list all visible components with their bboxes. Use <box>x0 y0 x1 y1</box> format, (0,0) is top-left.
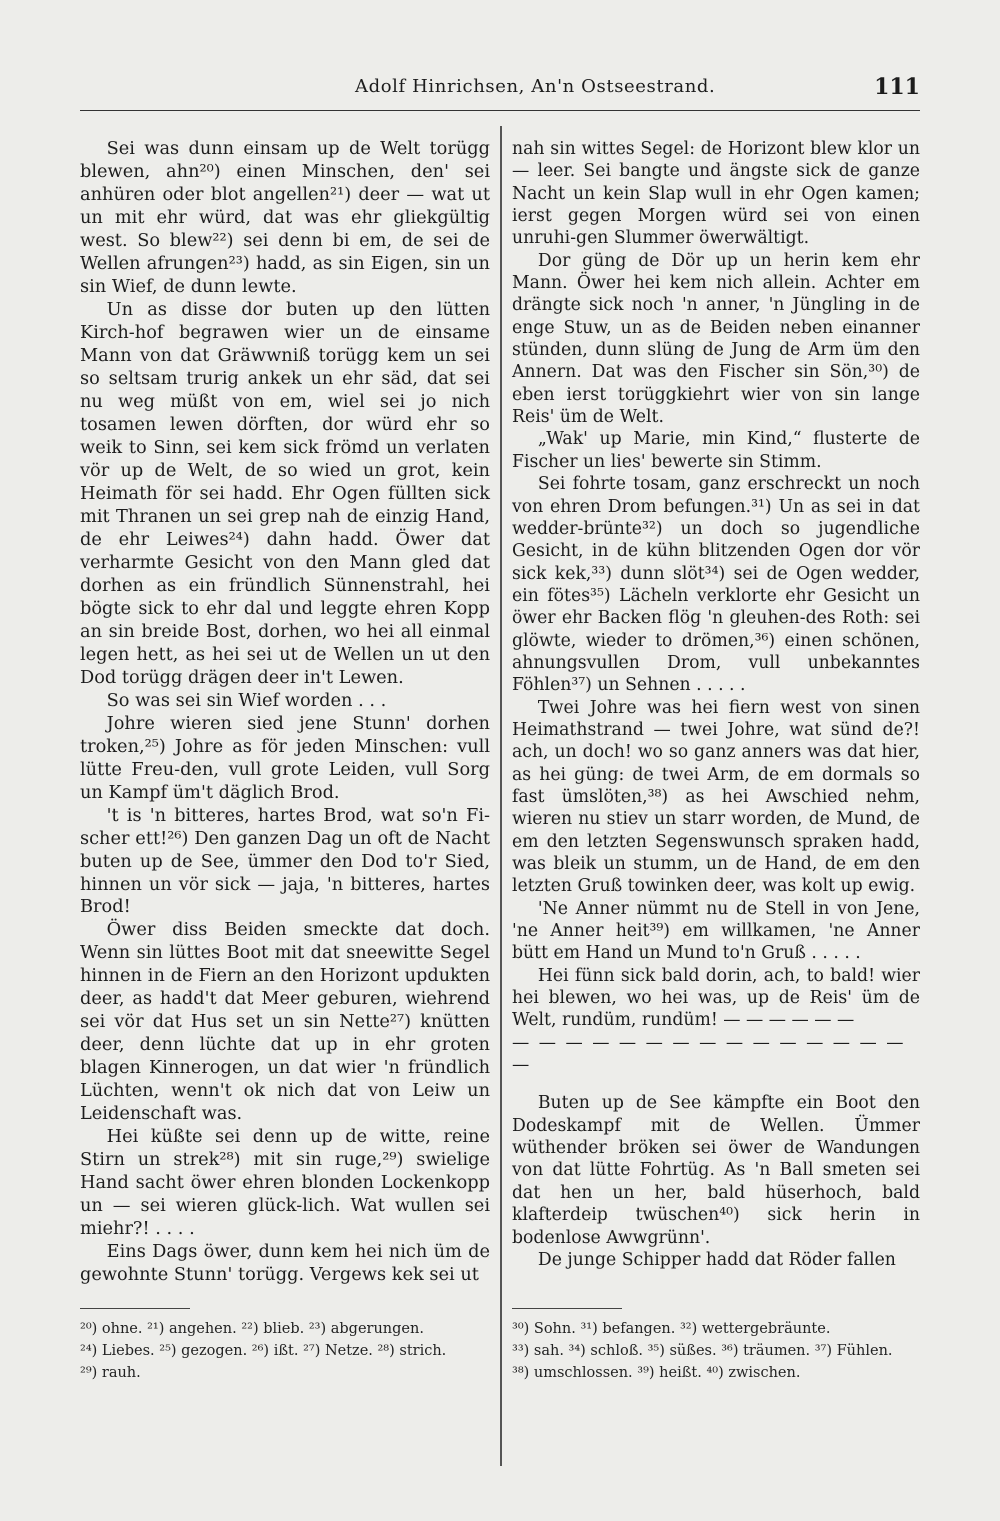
footnote-rule-left <box>80 1308 190 1309</box>
running-title: Adolf Hinrichsen, An'n Ostseestrand. <box>355 76 716 97</box>
paragraph: 'Ne Anner nümmt nu de Stell in von Jene, 'ne Anner heit³⁹) em willkamen, 'ne Anner bütt em Hand un Mund to'n Gruß . . . . . <box>512 898 920 964</box>
footnote-line: ²⁴) Liebes. ²⁵) gezogen. ²⁶) ißt. ²⁷) Netze. ²⁸) strich. <box>80 1343 447 1359</box>
footnote-line: ²⁹) rauh. <box>80 1365 141 1381</box>
section-break-dashes: — — — — — — — — — — — — — — — — <box>512 1032 906 1076</box>
paragraph: Sei fohrte tosam, ganz erschreckt un noch von ehren Drom befungen.³¹) Un as sei in dat wedder-brünte³²) un doch so jugendliche Gesicht, in de kühn blitzenden Ogen dor vör sick kek,³³) dunn slöt³⁴) sei de Ogen wedder, ein fötes³⁵) Lächeln verklorte ehr Gesicht un öwer ehr Backen flög 'n gleuhen-des Roth: sei glöwte, wieder to drömen,³⁶) einen schönen, ahnungsvullen Drom, vull unbekanntes Föhlen³⁷) un Sehnen . . . . . <box>512 474 920 696</box>
footnote-line: ³⁰) Sohn. ³¹) befangen. ³²) wettergebräunte. <box>512 1321 831 1337</box>
column-divider <box>500 126 502 1466</box>
paragraph: Hei fünn sick bald dorin, ach, to bald! wier hei blewen, wo hei was, up de Reis' üm de Welt, rundüm, rundüm! — — — — — — <box>512 965 920 1031</box>
paragraph: Öwer diss Beiden smeckte dat doch. Wenn sin lüttes Boot mit dat sneewitte Segel hinnen in de Fiern an den Horizont updukten deer, as hadd't dat Meer geburen, wiehrend sei vör dat Hus set un sin Nette²⁷) knütten deer, denn lüchte dat up in ehr groten blagen Kinnerogen, un dat wier 'n fründlich Lüchten, wenn't ok nich dat von Leiw un Leidenschaft was. <box>80 920 490 1125</box>
paragraph: Dor güng de Dör up un herin kem ehr Mann. Öwer hei kem nich allein. Achter em drängte sick noch 'n anner, 'n Jüngling in de enge Stuw, un as de Beiden neben einanner stünden, dunn slüng de Jung de Arm üm den Annern. Dat was den Fischer sin Sön,³⁰) de eben ierst torüggkiehrt wier von sin lange Reis' üm de Welt. <box>512 250 920 428</box>
paragraph: Hei küßte sei denn up de witte, reine Stirn un strek²⁸) mit sin ruge,²⁹) swielige Hand sacht öwer ehren blonden Lockenkopp un — sei wieren glück-lich. Wat wullen sei miehr?! . . . . <box>80 1127 490 1240</box>
footnotes-right <box>512 1318 922 1384</box>
footnotes-left <box>80 1318 500 1384</box>
paragraph: Eins Dags öwer, dunn kem hei nich üm de gewohnte Stunn' torügg. Vergews kek sei ut <box>80 1242 490 1286</box>
paragraph: De junge Schipper hadd dat Röder fallen <box>537 1249 896 1270</box>
page-header <box>80 70 920 111</box>
left-column <box>80 138 490 1287</box>
paragraph: 't is 'n bitteres, hartes Brod, wat so'n Fi-scher ett!²⁶) Den ganzen Dag un oft de Nacht buten up de See, ümmer den Dod to'r Sied, hinnen un vör sick — jaja, 'n bitteres, hartes Brod! <box>80 805 490 918</box>
footnote-rule-right <box>512 1308 622 1309</box>
paragraph: „Wak' up Marie, min Kind,“ flusterte de Fischer un lies' bewerte sin Stimm. <box>512 429 920 472</box>
paragraph: Un as disse dor buten up den lütten Kirch-hof begrawen wier un de einsame Mann von dat Gräwwniß torügg kem un sei so seltsam trurig ankek un ehr säd, dat sei nu weg müßt von em, wiel sei jo nich tosamen lewen dörften, dor würd ehr so weik to Sinn, sei kem sick frömd un verlaten vör up de Welt, de so wied un grot, kein Heimath för sei hadd. Ehr Ogen füllten sick mit Thranen un sei grep nah de einzig Hand, de ehr Leiwes²⁴) dahn hadd. Öwer dat verharmte Gesicht von den Mann gled dat dorhen as ein fründlich Sünnenstrahl, hei bögte sick to ehr dal und leggte ehren Kopp an sin breide Bost, dorhen, wo hei all einmal legen hett, as hei sei ut de Wellen un ut den Dod torügg drägen deer in't Lewen. <box>80 299 490 688</box>
paragraph: Buten up de See kämpfte ein Boot den Dodeskampf mit de Wellen. Ümmer wüthender bröken sei öwer de Wandungen von dat lütte Fohrtüg. As 'n Ball smeten sei dat hen un her, bald hüserhoch, bald klafterdeip twüschen⁴⁰) sick herin in bodenlose Awwgrünn'. <box>512 1093 920 1248</box>
footnote-line: ³⁸) umschlossen. ³⁹) heißt. ⁴⁰) zwischen. <box>512 1365 801 1381</box>
footnote-line: ²⁰) ohne. ²¹) angehen. ²²) blieb. ²³) abgerungen. <box>80 1321 424 1337</box>
paragraph: nah sin wittes Segel: de Horizont blew klor un — leer. Sei bangte und ängste sick de ganze Nacht un kein Slap wull in ehr Ogen kamen; ierst gegen Morgen würd sei von einen unruhi-gen Slummer öwerwältigt. <box>512 139 920 249</box>
paragraph: Twei Johre was hei fiern west von sinen Heimathstrand — twei Johre, wat sünd de?! ach, un doch! wo so ganz anners was dat hier, as hei güng: de twei Arm, de em dormals so fast ümslöten,³⁸) as hei Awschied nehm, wieren nu stiev un starr worden, de Mund, de em den letzten Segenswunsch spraken hadd, was bleik un stumm, un de Hand, de em den letzten Gruß towinken deer, was kolt up ewig. <box>512 697 920 897</box>
right-column <box>512 138 920 1271</box>
page-number: 111 <box>874 74 920 100</box>
paragraph: So was sei sin Wief worden . . . <box>106 690 387 711</box>
footnote-line: ³³) sah. ³⁴) schloß. ³⁵) süßes. ³⁶) träumen. ³⁷) Fühlen. <box>512 1343 893 1359</box>
section-gap <box>512 1076 920 1092</box>
paragraph: Johre wieren sied jene Stunn' dorhen troken,²⁵) Johre as för jeden Minschen: vull lütte Freu-den, vull grote Leiden, vull Sorg un Kampf üm't däglich Brod. <box>80 713 490 803</box>
paragraph: Sei was dunn einsam up de Welt torügg blewen, ahn²⁰) einen Minschen, den' sei anhüren oder blot angellen²¹) deer — wat ut un mit ehr würd, dat was ehr gliekgültig west. So blew²²) sei denn bi em, de sei de Wellen afrungen²³) hadd, as sin Eigen, sin un sin Wief, de dunn lewte. <box>80 139 490 297</box>
